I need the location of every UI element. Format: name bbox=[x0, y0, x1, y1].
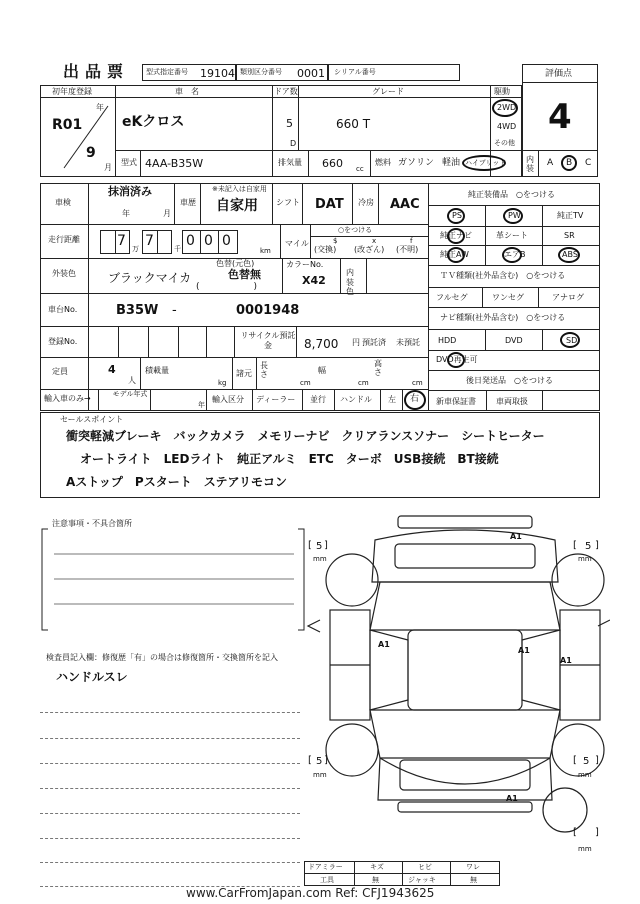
glass-scratch: キズ bbox=[370, 863, 384, 871]
width-label: 幅 bbox=[318, 366, 326, 375]
shift-value: DAT bbox=[315, 197, 344, 212]
fuel-hybrid-circle bbox=[462, 155, 506, 171]
capacity-label: 定員 bbox=[52, 367, 68, 376]
equip-abs: ABS bbox=[562, 250, 578, 259]
inspection-value: 抹消済み bbox=[108, 185, 152, 198]
color-change-value: 色替無 bbox=[228, 268, 261, 281]
damage-mark-5: A1 bbox=[506, 794, 518, 803]
grade-label: グレード bbox=[372, 87, 404, 96]
damage-mark-3: A1 bbox=[518, 646, 530, 655]
sales-points-line1: 衝突軽減ブレーキ バックカメラ メモリーナビ クリアランスソナー シートヒーター bbox=[66, 429, 545, 443]
sales-points-line3: Aストップ Pスタート ステアリモコン bbox=[66, 475, 288, 489]
drive-label: 駆動 bbox=[494, 87, 510, 96]
equip-ps: PS bbox=[452, 211, 462, 220]
month-suffix: 月 bbox=[104, 163, 112, 172]
displacement-label: 排気量 bbox=[278, 158, 302, 167]
name-label: 車 名 bbox=[175, 87, 199, 96]
color-label: 外装色 bbox=[52, 269, 76, 278]
fuel-label: 燃料 bbox=[375, 158, 391, 167]
color-no-label: カラーNo. bbox=[286, 260, 324, 269]
mileage-digit-3: 0 bbox=[186, 233, 195, 249]
glass-crack: ヒビ bbox=[418, 863, 432, 871]
drive-2wd: 2WD bbox=[497, 103, 517, 112]
drive-2wd-circle bbox=[492, 99, 518, 117]
tool-value: 無 bbox=[372, 876, 379, 884]
history-label: 車歴 bbox=[180, 198, 196, 207]
equip-ps-circle bbox=[447, 208, 465, 224]
serial-label: シリアル番号 bbox=[334, 68, 376, 76]
navi-hdd: HDD bbox=[438, 336, 457, 345]
equip-sr: SR bbox=[564, 231, 575, 240]
color-change-label: 色替(元色) bbox=[216, 259, 255, 268]
tread-front-left: 5 bbox=[316, 541, 323, 552]
equip-tv: 純正TV bbox=[557, 211, 584, 220]
load-label: 積載量 bbox=[145, 366, 169, 375]
jack-value: 無 bbox=[470, 876, 477, 884]
ac-label: 冷房 bbox=[358, 198, 374, 207]
footer-watermark: www.CarFromJapan.com Ref: CFJ1943625 bbox=[186, 886, 435, 900]
mileage-digit-4: 0 bbox=[204, 233, 213, 249]
capacity-value: 4 bbox=[108, 363, 116, 376]
inspection-year: 年 bbox=[122, 209, 130, 218]
recycle-unpaid: 未預託 bbox=[396, 338, 420, 347]
equip-pw-circle bbox=[503, 208, 523, 224]
post-title: 後日発送品 ○をつける bbox=[466, 376, 553, 385]
interior-b-circle bbox=[561, 155, 577, 171]
caution-bracket bbox=[40, 527, 306, 632]
tv-title: ＴＶ種類(社外品含む) ○をつける bbox=[440, 271, 566, 280]
handle-left: 左 bbox=[388, 395, 396, 404]
rating-value: 4 bbox=[548, 97, 572, 137]
handle-right: 右 bbox=[410, 394, 420, 404]
history-note: ※未記入は自家用 bbox=[212, 185, 267, 193]
chassis-model: B35W bbox=[116, 303, 159, 318]
tread-front-right: 5 bbox=[585, 541, 592, 552]
chassis-no: 0001948 bbox=[236, 303, 300, 318]
glass-mirror: ドアミラー bbox=[308, 863, 343, 871]
equip-abs-circle bbox=[558, 247, 580, 263]
fuel-hybrid: ハイブリッド bbox=[465, 159, 507, 167]
equip-navi: 純正ナビ bbox=[440, 231, 472, 240]
navi-dvd: DVD bbox=[505, 336, 523, 345]
first-reg-month: 9 bbox=[86, 145, 96, 161]
model-cert-no: 19104 bbox=[200, 67, 235, 80]
dims-label: 諸元 bbox=[236, 369, 252, 378]
post-manual: 車両取扱 bbox=[496, 397, 528, 406]
equip-airbag: エアB bbox=[504, 250, 526, 259]
interior-b: B bbox=[566, 158, 573, 168]
import-type-label: 輸入区分 bbox=[212, 395, 244, 404]
car-damage-diagram bbox=[300, 510, 610, 860]
sales-points-label: セールスポイント bbox=[60, 415, 124, 424]
fuel-light: 軽油 bbox=[442, 158, 461, 168]
mileage-digit-1: 7 bbox=[117, 233, 126, 249]
length-label: 長さ bbox=[260, 361, 268, 379]
navi-sd: SD bbox=[566, 336, 578, 345]
displacement-value: 660 bbox=[322, 157, 343, 170]
import-label: 輸入車のみ→ bbox=[44, 394, 91, 403]
page-title: 出品票 bbox=[63, 62, 130, 81]
inspection-label: 車検 bbox=[55, 198, 71, 207]
equip-pw: PW bbox=[508, 211, 521, 220]
cc-unit: cc bbox=[356, 165, 364, 173]
handle-right-circle bbox=[404, 390, 426, 410]
mile-label: マイル bbox=[285, 239, 309, 248]
height-label: 高さ bbox=[374, 359, 382, 377]
recycle-label: リサイクル預託金 bbox=[240, 331, 296, 350]
model-year-label: モデル年式 bbox=[112, 390, 148, 398]
equip-navi-circle bbox=[447, 228, 465, 244]
model-value: 4AA-B35W bbox=[145, 157, 204, 170]
equip-aw-circle bbox=[447, 247, 465, 263]
model-label: 型式 bbox=[121, 158, 137, 167]
glass-split: ワレ bbox=[466, 863, 480, 871]
equip-leather: 革シート bbox=[496, 231, 528, 240]
genuine-title: 純正装備品 ○をつける bbox=[468, 190, 555, 199]
tv-oneseg: ワンセグ bbox=[492, 293, 524, 302]
chassis-label: 車台No. bbox=[48, 305, 78, 314]
doors-label: ドア数 bbox=[274, 87, 298, 96]
damage-mark-2: A1 bbox=[378, 640, 390, 649]
mileage-digit-5: 0 bbox=[222, 233, 231, 249]
damage-mark-4: A1 bbox=[560, 656, 572, 665]
grade-value: 660 T bbox=[336, 117, 371, 131]
interior-c: C bbox=[585, 158, 592, 168]
mileage-label: 走行距離 bbox=[48, 235, 80, 244]
history-value: 自家用 bbox=[216, 198, 258, 214]
import-dealer: ディーラー bbox=[256, 395, 296, 404]
drive-4wd: 4WD bbox=[497, 122, 517, 131]
doors-sub: D bbox=[290, 139, 297, 148]
color-no-value: X42 bbox=[302, 274, 326, 287]
interior-color-label: 内装色 bbox=[346, 268, 354, 297]
equip-airbag-circle bbox=[502, 247, 522, 263]
car-name: eKクロス bbox=[122, 114, 185, 130]
navi-dvd-play-circle bbox=[447, 352, 465, 368]
equip-aw: 純正AW bbox=[440, 250, 469, 259]
inspection-month: 月 bbox=[163, 209, 171, 218]
jack-label: ジャッキ bbox=[408, 876, 436, 884]
caution-label: 注意事項・不具合箇所 bbox=[52, 519, 132, 528]
fuel-gasoline: ガソリン bbox=[398, 158, 435, 168]
tv-fullseg: フルセグ bbox=[436, 293, 468, 302]
tread-rear-left: 5 bbox=[316, 756, 323, 767]
doors-value: 5 bbox=[286, 117, 293, 130]
handle-label: ハンドル bbox=[340, 395, 372, 404]
circle-note: ○をつける bbox=[338, 226, 373, 234]
model-cert-label: 型式指定番号 bbox=[146, 68, 188, 76]
color-value: ブラックマイカ bbox=[108, 271, 192, 285]
interior-a: A bbox=[547, 158, 554, 168]
post-warranty: 新車保証書 bbox=[436, 397, 476, 406]
first-reg-era: R01 bbox=[52, 117, 83, 133]
damage-mark-1: A1 bbox=[510, 532, 522, 541]
navi-title: ナビ種類(社外品含む) ○をつける bbox=[440, 313, 566, 322]
import-parallel: 並行 bbox=[310, 395, 326, 404]
category-no: 0001 bbox=[297, 67, 325, 80]
first-reg-diagonal bbox=[62, 102, 110, 172]
year-suffix: 年 bbox=[96, 103, 104, 112]
inspector-label: 検査員記入欄：修復歴「有」の場合は修復箇所・交換箇所を記入 bbox=[46, 653, 278, 662]
tread-rear-right: 5 bbox=[583, 756, 590, 767]
ac-value: AAC bbox=[390, 197, 420, 212]
tv-analog: アナログ bbox=[552, 293, 584, 302]
drive-other: その他 bbox=[494, 139, 515, 147]
first-reg-label: 初年度登録 bbox=[52, 87, 92, 96]
recycle-paid: 預託済 bbox=[362, 338, 386, 347]
category-label: 類別区分番号 bbox=[240, 68, 282, 76]
recycle-value: 8,700 bbox=[304, 337, 339, 351]
rating-label: 評価点 bbox=[545, 69, 573, 79]
navi-dvd-play: DVD再生可 bbox=[436, 355, 478, 364]
inspector-note: ハンドルスレ bbox=[56, 670, 128, 684]
mileage-digit-2: 7 bbox=[145, 233, 154, 249]
interior-label: 内装 bbox=[526, 155, 534, 173]
navi-sd-circle bbox=[560, 332, 580, 348]
tool-label: 工具 bbox=[320, 876, 334, 884]
reg-no-label: 登録No. bbox=[48, 337, 78, 346]
shift-label: シフト bbox=[276, 198, 300, 207]
sales-points-line2: オートライト LEDライト 純正アルミ ETC ターボ USB接続 BT接続 bbox=[80, 452, 499, 466]
